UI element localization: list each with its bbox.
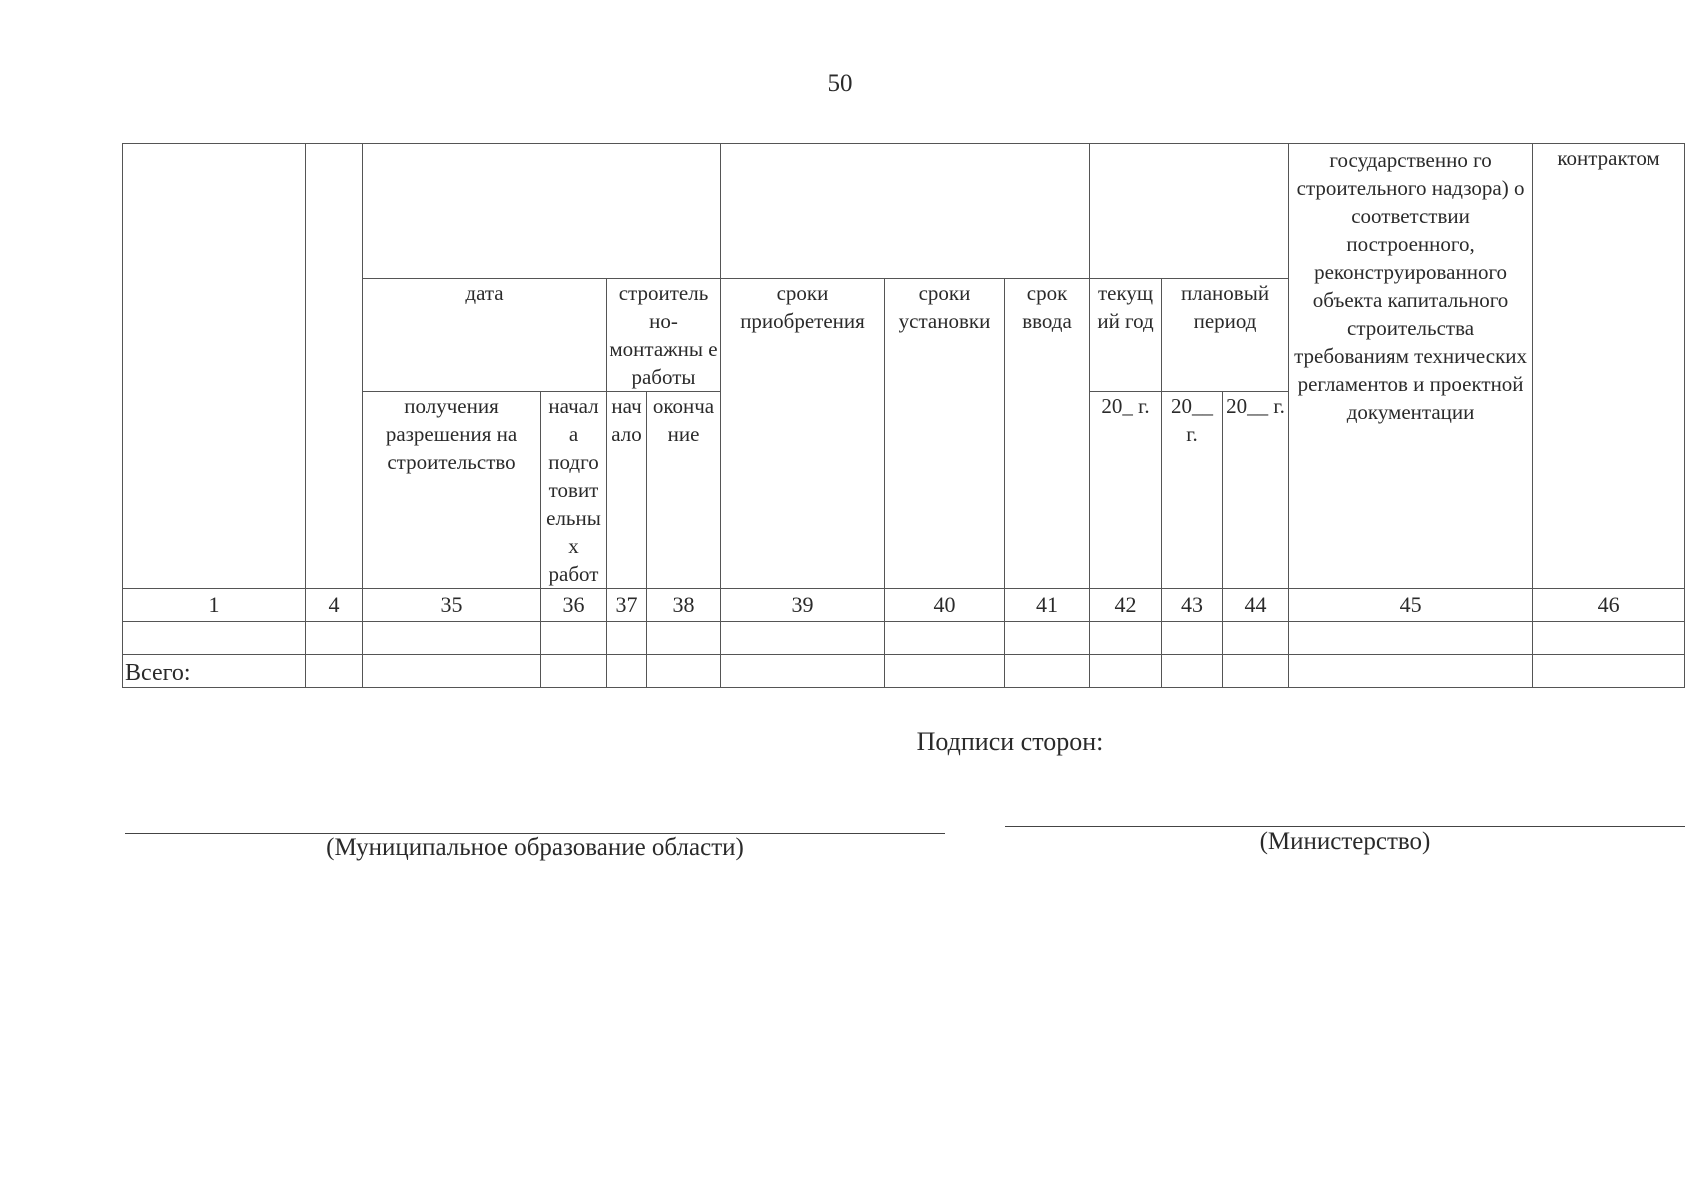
- table-cell: [1289, 622, 1533, 655]
- table-cell: [1162, 622, 1223, 655]
- header-state-supervision: государственно го строительного надзора) о соответствии построенного, реконструированного объекта капитального строительства требованиям технических регламентов и проектной документации: [1289, 144, 1533, 589]
- table-cell: [363, 655, 541, 688]
- header-works-start: нач ало: [607, 392, 647, 589]
- table-cell: [1162, 655, 1223, 688]
- header-year-plan-2: 20__ г.: [1223, 392, 1289, 589]
- header-prep-start: начал а подго товит ельны х работ: [541, 392, 607, 589]
- header-permit-date: получения разрешения на строительство: [363, 392, 541, 589]
- table-cell: [1223, 622, 1289, 655]
- header-blank-cell: [721, 144, 1090, 279]
- table-cell: [1090, 622, 1162, 655]
- column-number: 42: [1090, 589, 1162, 622]
- header-installation-period: сроки установки: [885, 279, 1005, 589]
- table-cell: [1090, 655, 1162, 688]
- schedule-table: [122, 143, 1685, 688]
- table-cell: [885, 622, 1005, 655]
- total-label: Всего:: [123, 655, 306, 688]
- header-col4-cell: [306, 144, 363, 589]
- column-number: 35: [363, 589, 541, 622]
- header-planned-period: плановый период: [1162, 279, 1289, 392]
- header-commissioning-date: срок ввода: [1005, 279, 1090, 589]
- column-number: 43: [1162, 589, 1223, 622]
- header-year-current: 20_ г.: [1090, 392, 1162, 589]
- column-number: 46: [1533, 589, 1685, 622]
- signatures-title: Подписи сторон:: [916, 727, 1104, 756]
- table-cell: [306, 622, 363, 655]
- header-blank-cell: [363, 144, 721, 279]
- table-cell: [1005, 622, 1090, 655]
- column-number-row: [123, 589, 1685, 622]
- header-acquisition-period: сроки приобретения: [721, 279, 885, 589]
- right-party-caption: (Министерство): [1259, 828, 1431, 855]
- table-cell: [647, 622, 721, 655]
- table-cell: [721, 622, 885, 655]
- header-works-end: оконча ние: [647, 392, 721, 589]
- column-number: 40: [885, 589, 1005, 622]
- table-cell: [123, 622, 306, 655]
- header-col1-cell: [123, 144, 306, 589]
- table-cell: [306, 655, 363, 688]
- column-number: 45: [1289, 589, 1533, 622]
- column-number: 41: [1005, 589, 1090, 622]
- column-number: 36: [541, 589, 607, 622]
- table-cell: [363, 622, 541, 655]
- left-party-caption: (Муниципальное образование области): [326, 834, 744, 861]
- right-signature-line: [1005, 826, 1685, 827]
- column-number: 1: [123, 589, 306, 622]
- column-number: 37: [607, 589, 647, 622]
- table-cell: [1533, 622, 1685, 655]
- header-year-plan-1: 20__ г.: [1162, 392, 1223, 589]
- table-cell: [541, 655, 607, 688]
- header-construction-works: строитель но- монтажны е работы: [607, 279, 721, 392]
- table-cell: [1223, 655, 1289, 688]
- column-number: 44: [1223, 589, 1289, 622]
- empty-data-row: [123, 622, 1685, 655]
- column-number: 38: [647, 589, 721, 622]
- table-cell: [607, 622, 647, 655]
- table-cell: [647, 655, 721, 688]
- column-number: 4: [306, 589, 363, 622]
- header-contract: контрактом: [1533, 144, 1685, 589]
- table-cell: [885, 655, 1005, 688]
- table-cell: [1289, 655, 1533, 688]
- total-row: [123, 655, 1685, 688]
- header-blank-cell: [1090, 144, 1289, 279]
- table-cell: [607, 655, 647, 688]
- column-number: 39: [721, 589, 885, 622]
- table-cell: [721, 655, 885, 688]
- header-current-year: текущ ий год: [1090, 279, 1162, 392]
- header-date: дата: [363, 279, 607, 392]
- table-cell: [541, 622, 607, 655]
- table-cell: [1533, 655, 1685, 688]
- page-number: 50: [827, 70, 853, 97]
- table-cell: [1005, 655, 1090, 688]
